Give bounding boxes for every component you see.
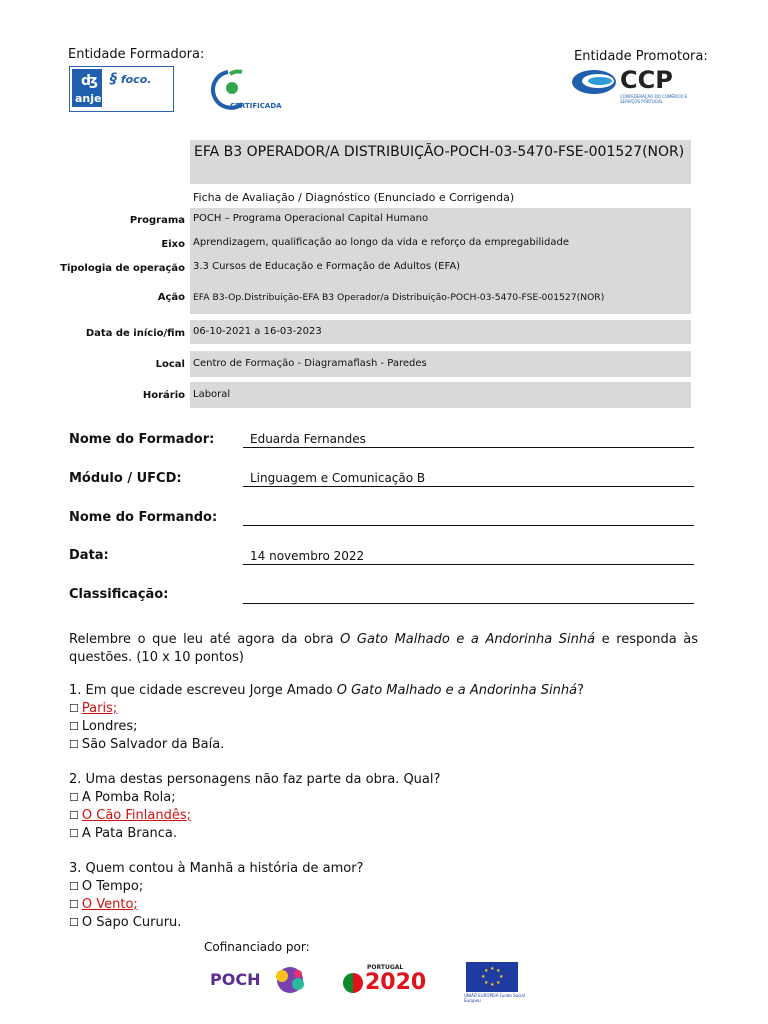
tipologia-value: 3.3 Cursos de Educação e Formação de Adultos (EFA): [193, 261, 461, 272]
modulo-line: [243, 485, 694, 487]
question-1-option-1[interactable]: [69, 700, 709, 718]
local-value: Centro de Formação - Diagramaflash - Paredes: [193, 358, 427, 369]
question-3: [69, 860, 709, 932]
instructions-paragraph: [69, 631, 698, 667]
horario-cell: [190, 382, 691, 408]
portugal-flag-icon: [343, 972, 363, 994]
question-2-text: 2. Uma destas personagens não faz parte da obra. Qual?: [69, 772, 441, 787]
intro-text-1: Relembre o que leu até agora da obra: [69, 632, 341, 647]
course-title: EFA B3 OPERADOR/A DISTRIBUIÇÃO-POCH-03-5470-FSE-001527(NOR): [190, 140, 691, 184]
course-subtitle: Ficha de Avaliação / Diagnóstico (Enunciado e Corrigenda): [193, 191, 515, 204]
question-1-italic: O Gato Malhado e a Andorinha Sinhá: [336, 683, 578, 698]
programa-value: POCH – Programa Operacional Capital Humano: [193, 213, 429, 224]
svg-text:★: ★: [484, 980, 489, 986]
entidade-promotora-label: Entidade Promotora:: [574, 49, 708, 64]
question-1: [69, 682, 709, 754]
poch-logo-text: POCH: [210, 970, 261, 989]
eixo-value: Aprendizagem, qualificação ao longo da vida e reforço da empregabilidade: [193, 237, 569, 248]
checkbox-icon[interactable]: ☐: [69, 898, 79, 911]
checkbox-icon[interactable]: ☐: [69, 827, 79, 840]
option-text-correct: O Vento;: [81, 897, 138, 912]
question-1-end: ?: [577, 683, 584, 698]
checkbox-icon[interactable]: ☐: [69, 738, 79, 751]
work-title: O Gato Malhado e a Andorinha Sinhá: [340, 632, 596, 647]
option-text: O Tempo;: [81, 879, 144, 894]
checkbox-icon[interactable]: ☐: [69, 916, 79, 929]
formador-line: [243, 446, 694, 448]
question-3-option-1[interactable]: [69, 878, 709, 896]
option-text: Londres;: [81, 719, 138, 734]
ccp-logo-text: CCP: [620, 66, 673, 94]
formador-value[interactable]: Eduarda Fernandes: [250, 432, 366, 446]
modulo-value[interactable]: Linguagem e Comunicação B: [250, 471, 426, 485]
svg-text:★: ★: [481, 974, 486, 980]
intro-text-2: e responda às questões. (10 x 10 pontos): [69, 632, 698, 665]
question-2-option-2[interactable]: [69, 807, 709, 825]
foco-swirl-icon: §: [110, 71, 117, 87]
eu-logo: [464, 960, 524, 1002]
anje-logo: [72, 69, 102, 107]
portugal-2020-logo: [343, 964, 435, 998]
modulo-label: Módulo / UFCD:: [69, 471, 182, 486]
question-3-option-3[interactable]: [69, 914, 709, 932]
question-1-text: [69, 682, 709, 700]
classificacao-line: [243, 602, 694, 604]
anje-logo-text: anje: [75, 92, 102, 105]
formador-label: Nome do Formador:: [69, 432, 215, 447]
certificada-text: CERTIFICADA: [230, 102, 282, 110]
svg-text:★: ★: [499, 974, 504, 980]
acao-value: EFA B3-Op.Distribuição-EFA B3 Operador/a Distribuição-POCH-03-5470-FSE-001527(NOR): [193, 292, 605, 303]
poch-logo: [208, 962, 316, 998]
option-text: A Pata Branca.: [81, 826, 178, 841]
question-1-prompt: 1. Em que cidade escreveu Jorge Amado: [69, 683, 337, 698]
anje-foco-logo: [69, 66, 174, 112]
ccp-bird-icon: [570, 66, 620, 96]
question-1-option-2[interactable]: [69, 718, 709, 736]
question-2-option-1[interactable]: [69, 789, 709, 807]
tipologia-label: Tipologia de operação: [60, 263, 185, 274]
option-text: A Pomba Rola;: [81, 790, 176, 805]
option-text-correct: O Cão Finlandês;: [81, 808, 191, 823]
svg-text:★: ★: [490, 982, 495, 988]
checkbox-icon[interactable]: ☐: [69, 809, 79, 822]
svg-text:★: ★: [490, 966, 495, 972]
cofinanciado-label: Cofinanciado por:: [204, 940, 310, 954]
p2020-text: 2020: [365, 970, 427, 995]
poch-graphic-icon: [268, 964, 314, 996]
data-value[interactable]: 14 novembro 2022: [250, 549, 365, 563]
horario-label: Horário: [142, 390, 185, 401]
dates-label: Data de início/fim: [85, 328, 185, 339]
option-text: São Salvador da Baía.: [81, 737, 225, 752]
certification-logo: [208, 66, 282, 112]
horario-value: Laboral: [193, 389, 231, 400]
question-3-text: 3. Quem contou à Manhã a história de amor?: [69, 861, 364, 876]
entidade-formadora-label: Entidade Formadora:: [68, 47, 205, 62]
checkbox-icon[interactable]: ☐: [69, 720, 79, 733]
ccp-logo: [570, 66, 690, 112]
ccp-subtitle: CONFEDERAÇÃO DO COMÉRCIO E SERVIÇOS PORTUGAL: [620, 94, 688, 104]
eixo-label: Eixo: [161, 239, 185, 250]
acao-label: Ação: [157, 292, 185, 303]
eu-flag-icon: [466, 962, 518, 992]
option-text: O Sapo Cururu.: [81, 915, 182, 930]
svg-text:★: ★: [496, 968, 501, 974]
checkbox-icon[interactable]: ☐: [69, 880, 79, 893]
local-label: Local: [155, 359, 185, 370]
programa-label: Programa: [129, 215, 185, 226]
checkbox-icon[interactable]: ☐: [69, 791, 79, 804]
portugal-text: PORTUGAL: [367, 964, 404, 971]
svg-text:★: ★: [484, 968, 489, 974]
formando-label: Nome do Formando:: [69, 510, 218, 525]
svg-text:★: ★: [496, 980, 501, 986]
eu-caption: UNIÃO EUROPEIA Fundo Social Europeu: [464, 993, 525, 1003]
question-3-option-2[interactable]: [69, 896, 709, 914]
question-2-option-3[interactable]: [69, 825, 709, 843]
data-line: [243, 563, 694, 565]
question-1-option-3[interactable]: [69, 736, 709, 754]
question-2: [69, 771, 709, 843]
anje-symbol-icon: ʤ: [81, 73, 99, 89]
checkbox-icon[interactable]: ☐: [69, 702, 79, 715]
foco-logo-text: foco.: [120, 73, 152, 86]
option-text-correct: Paris;: [81, 701, 118, 716]
dates-value: 06-10-2021 a 16-03-2023: [193, 326, 322, 337]
classificacao-label: Classificação:: [69, 587, 169, 602]
foco-logo: [110, 71, 166, 87]
formando-line: [243, 524, 694, 526]
data-label: Data:: [69, 548, 109, 563]
